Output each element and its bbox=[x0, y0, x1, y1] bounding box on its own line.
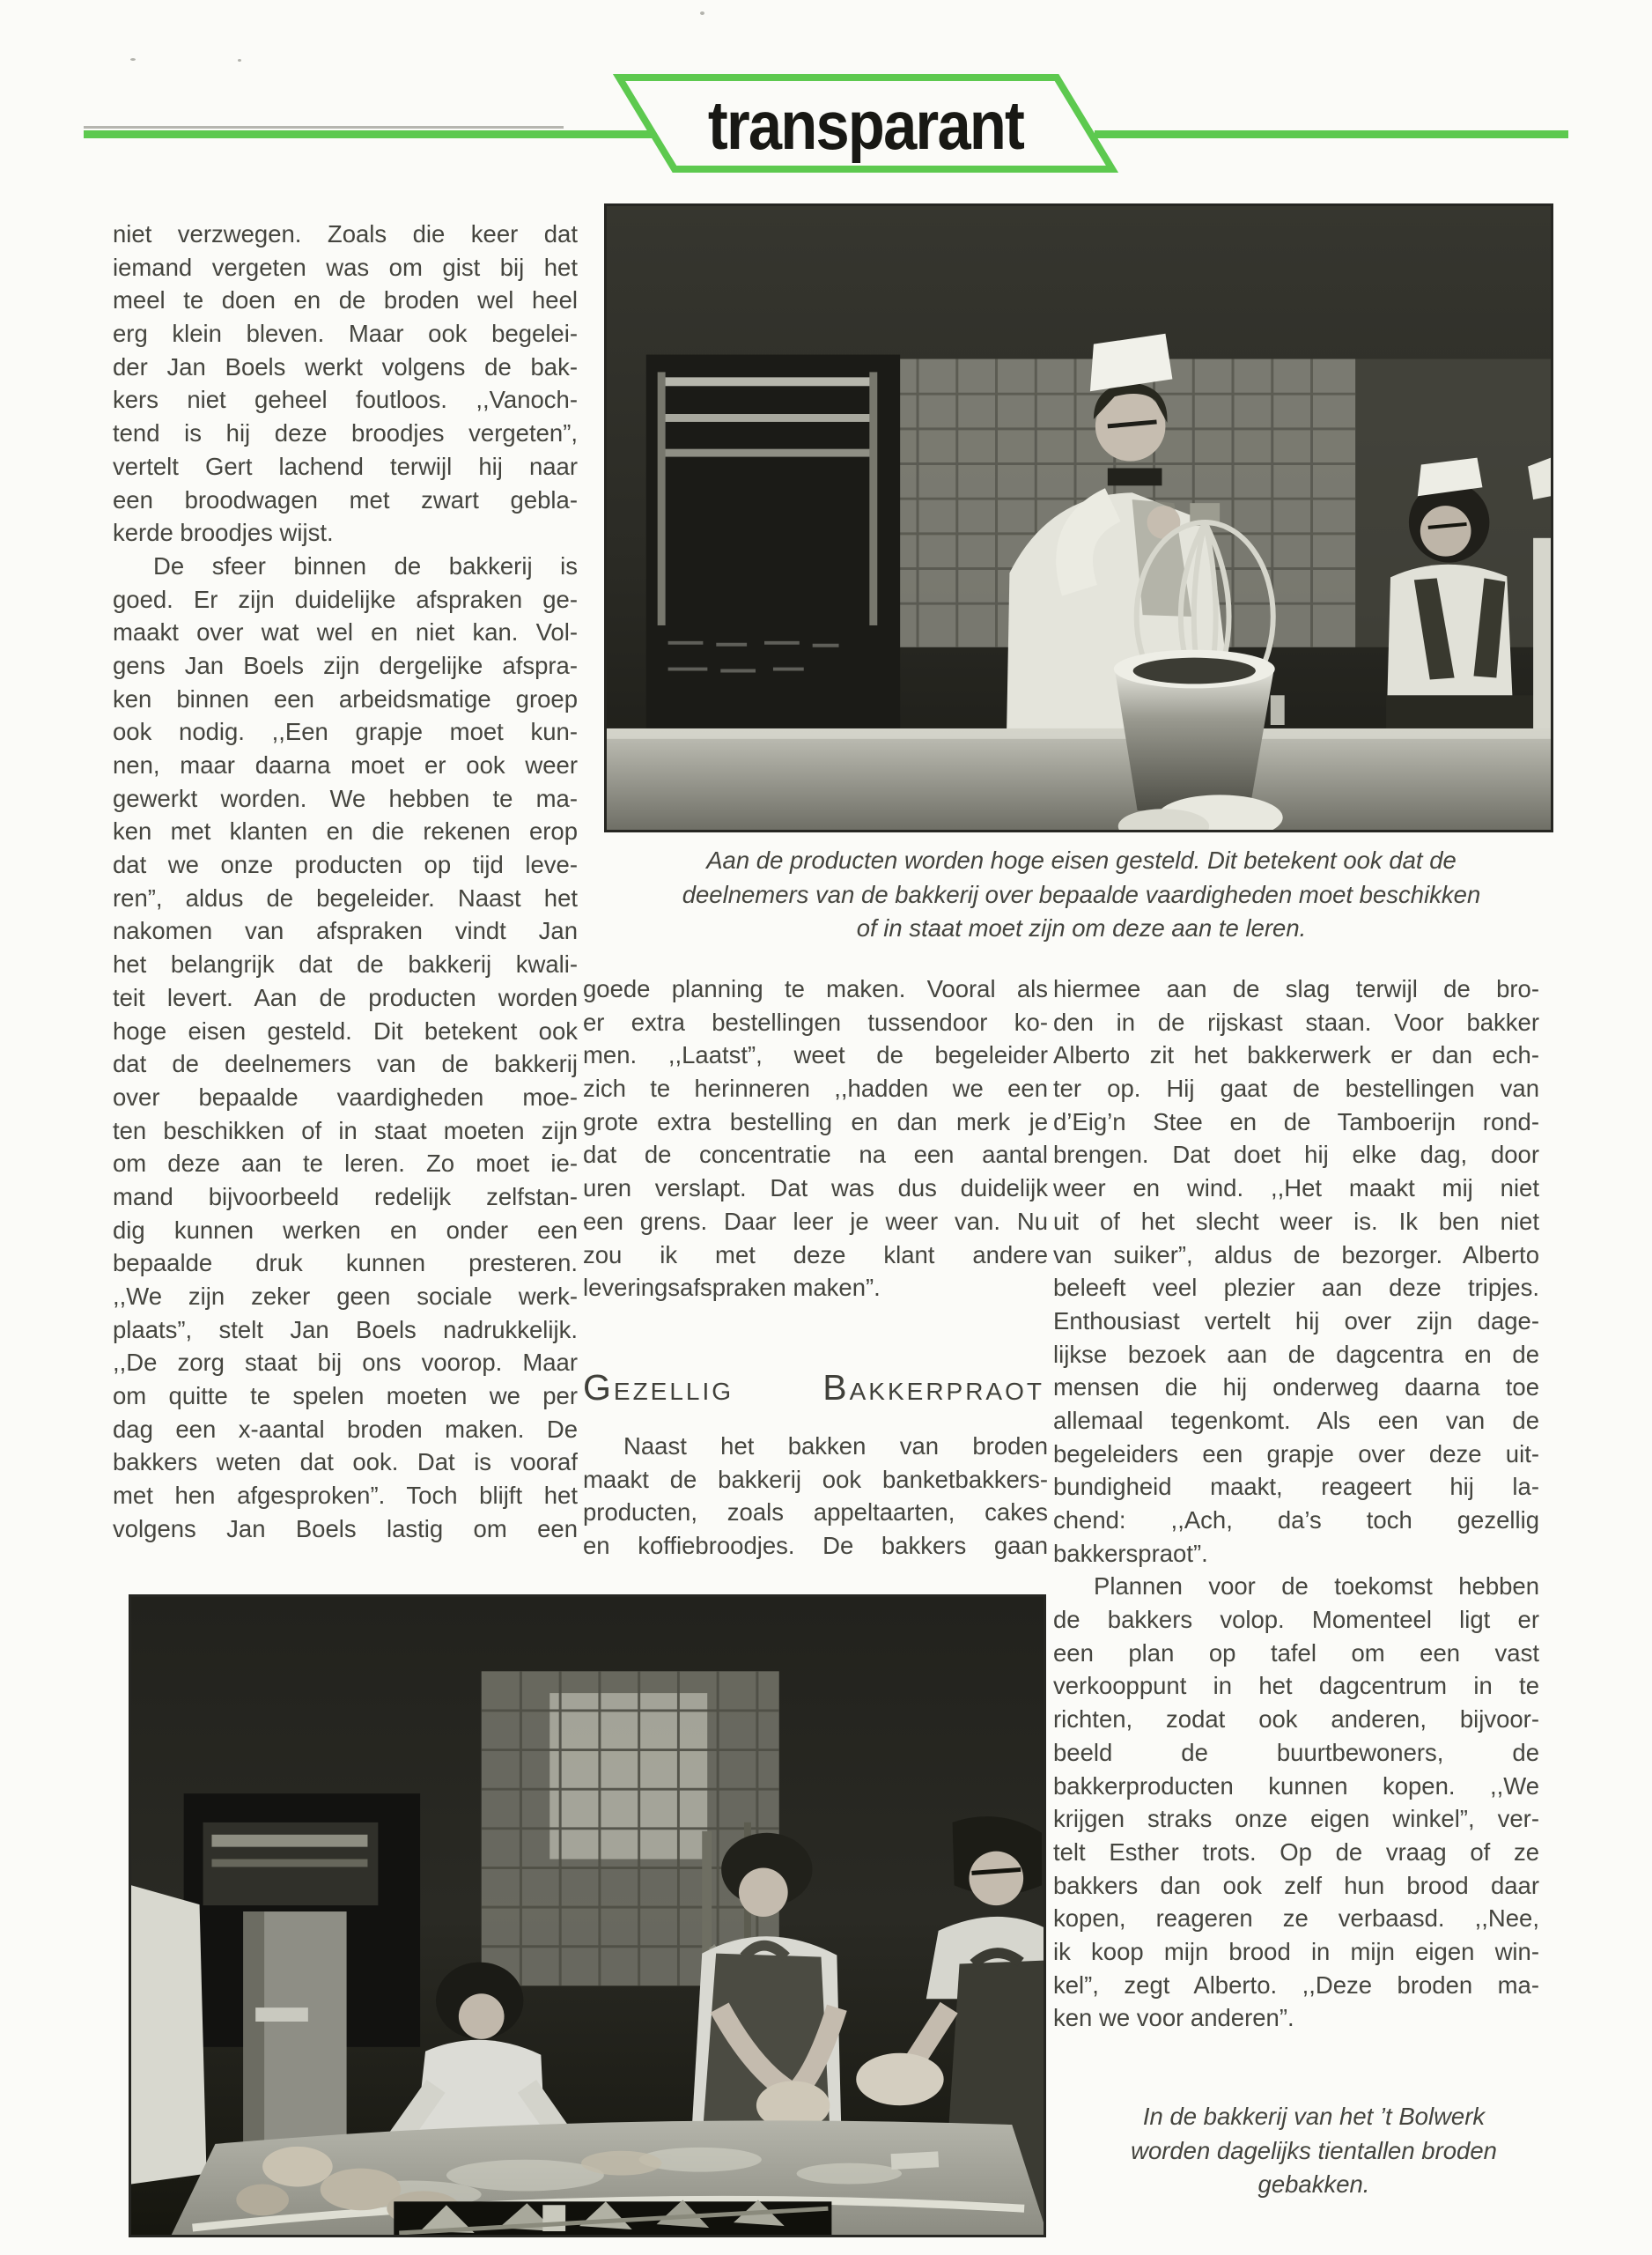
text-line: ten beschikken of in staat moeten zijn bbox=[113, 1116, 578, 1144]
article-column-2-top bbox=[583, 972, 1048, 1305]
text-line: De sfeer binnen de bakkerij is bbox=[153, 551, 578, 580]
section-heading-gezellig-bakkerpraot bbox=[583, 1367, 1044, 1408]
text-line: bepaalde druk kunnen presteren. bbox=[113, 1249, 578, 1277]
bread-trays bbox=[394, 2200, 831, 2235]
text-line: maakt over wat wel en niet kan. Vol- bbox=[113, 618, 578, 647]
text-line: bakkerspraot”. bbox=[1053, 1539, 1208, 1567]
magazine-title: transparant bbox=[707, 85, 1024, 164]
text-line: brengen. Dat doet hij elke dag, door bbox=[1053, 1141, 1539, 1169]
text-line: beeld de buurtbewoners, de bbox=[1053, 1738, 1539, 1766]
text-line: ,,De zorg staat bij ons voorop. Maar bbox=[113, 1349, 578, 1377]
text-line: goede planning te maken. Vooral als bbox=[583, 975, 1048, 1002]
text-line: ter op. Hij gaat de bestellingen van bbox=[1053, 1075, 1539, 1103]
text-line: ken we voor anderen”. bbox=[1053, 2004, 1294, 2032]
text-line: om quitte te spelen moeten we per bbox=[113, 1382, 578, 1410]
text-line: leveringsafspraken maken”. bbox=[583, 1274, 881, 1302]
text-line: van suiker”, aldus de bezorger. Alberto bbox=[1053, 1240, 1539, 1268]
photo2-caption bbox=[1083, 2100, 1545, 2202]
text-line: over bepaalde vaardigheden moe- bbox=[113, 1083, 578, 1111]
text-line: nen, maar daarna moet er ook weer bbox=[113, 751, 578, 779]
text-line: bakkers weten dat ook. Dat is vooraf bbox=[113, 1448, 578, 1476]
photo1-caption bbox=[616, 844, 1546, 946]
steel-table bbox=[607, 728, 1551, 830]
photo-bakery-kneading-art bbox=[131, 1597, 1044, 2235]
text-line: iemand vergeten was om gist bij het bbox=[113, 253, 578, 281]
heading-word-2: BAKKERPRAOT bbox=[822, 1367, 1044, 1408]
photo-bakery-mixer bbox=[604, 203, 1553, 832]
text-line: een grens. Daar leer je weer van. Nu bbox=[583, 1207, 1048, 1235]
steel-rack bbox=[646, 355, 900, 783]
text-line: men. ,,Laatst”, weet de begeleider bbox=[583, 1041, 1048, 1069]
tiled-wall bbox=[482, 1671, 779, 1985]
text-line: kel”, zegt Alberto. ,,Deze broden ma- bbox=[1053, 1970, 1539, 1999]
text-line: hoge eisen gesteld. Dit betekent ook bbox=[113, 1017, 578, 1045]
text-line: weer en wind. ,,Het maakt mij niet bbox=[1053, 1174, 1539, 1202]
text-line: uit of het slecht weer is. Ik ben niet bbox=[1053, 1207, 1539, 1235]
text-line: der Jan Boels werkt volgens de bak- bbox=[113, 352, 578, 381]
article-column-3 bbox=[1053, 972, 1539, 2035]
text-line: plaats”, stelt Jan Boels nadrukkelijk. bbox=[113, 1315, 578, 1343]
text-line: dag een x-aantal broden maken. De bbox=[113, 1415, 578, 1443]
text-line: bakkerproducten kunnen kopen. ,,We bbox=[1053, 1771, 1539, 1800]
text-line: ren”, aldus de begeleider. Naast het bbox=[113, 884, 578, 912]
text-line: een plan op tafel om een vast bbox=[1053, 1638, 1539, 1667]
text-line: bakkers dan ook zelf hun brood daar bbox=[1053, 1871, 1539, 1899]
text-line: den in de rijskast staan. Voor bakker bbox=[1053, 1008, 1539, 1036]
text-line: allemaal tegenkomt. Als een van de bbox=[1053, 1406, 1539, 1434]
text-line: deelnemers van de bakkerij over bepaalde vaardigheden moet beschikken bbox=[682, 880, 1481, 908]
text-line: d’Eig’n Stee en de Tamboerijn rond- bbox=[1053, 1107, 1539, 1135]
text-line: mensen die hij onderweg daarna toe bbox=[1053, 1373, 1539, 1401]
text-line: ook nodig. ,,Een grapje moet kun- bbox=[113, 718, 578, 746]
text-line: maakt de bakkerij ook banketbakkers- bbox=[583, 1465, 1048, 1493]
text-line: worden dagelijks tientallen broden bbox=[1131, 2136, 1497, 2164]
text-line: ken binnen een arbeidsmatige groep bbox=[113, 684, 578, 713]
text-line: bundigheid maakt, reageert hij la- bbox=[1053, 1473, 1539, 1501]
text-line: Enthousiast vertelt hij over zijn dage- bbox=[1053, 1306, 1539, 1335]
text-line: verkooppunt in het dagcentrum in te bbox=[1053, 1672, 1539, 1700]
text-line: dat de concentratie na een aantal bbox=[583, 1141, 1048, 1169]
paper-speck bbox=[130, 58, 136, 61]
paper-speck bbox=[238, 59, 241, 62]
text-line: ik koop mijn brood in mijn eigen win- bbox=[1053, 1937, 1539, 1965]
text-line: telt Esther trots. Op de vraag of ze bbox=[1053, 1837, 1539, 1866]
text-line: richten, zodat ook anderen, bijvoor- bbox=[1053, 1705, 1539, 1734]
article-column-2-bottom bbox=[583, 1430, 1048, 1563]
text-line: teit levert. Aan de producten worden bbox=[113, 983, 578, 1011]
text-line: dat de deelnemers van de bakkerij bbox=[113, 1050, 578, 1078]
text-line: dig kunnen werken en onder een bbox=[113, 1216, 578, 1244]
text-line: gewerkt worden. We hebben te ma- bbox=[113, 784, 578, 812]
text-line: een broodwagen met zwart gebla- bbox=[113, 485, 578, 514]
text-line: kers niet geheel foutloos. ,,Vanoch- bbox=[113, 386, 578, 414]
text-line: er extra bestellingen tussendoor ko- bbox=[583, 1008, 1048, 1036]
text-line: dat we onze producten op tijd leve- bbox=[113, 851, 578, 879]
text-line: lijkse bezoek aan de dagcentra en de bbox=[1053, 1340, 1539, 1368]
text-line: het belangrijk dat de bakkerij kwali- bbox=[113, 950, 578, 979]
text-line: producten, zoals appeltaarten, cakes bbox=[583, 1498, 1048, 1527]
text-line: of in staat moet zijn om deze aan te leren. bbox=[856, 914, 1307, 942]
text-line: vertelt Gert lachend terwijl hij naar bbox=[113, 452, 578, 480]
article-column-1 bbox=[113, 218, 578, 1546]
left-edge-figure bbox=[131, 1885, 207, 2184]
text-line: gens Jan Boels zijn dergelijke afspra- bbox=[113, 651, 578, 679]
text-line: krijgen straks onze eigen winkel”, ver- bbox=[1053, 1805, 1539, 1833]
text-line: mand bijvoorbeeld redelijk zelfstan- bbox=[113, 1182, 578, 1210]
text-line: de bakkers volop. Momenteel ligt er bbox=[1053, 1606, 1539, 1634]
text-line: met hen afgesproken”. Toch blijft het bbox=[113, 1482, 578, 1510]
text-line: nakomen van afspraken vindt Jan bbox=[113, 917, 578, 945]
text-line: volgens Jan Boels lastig om een bbox=[113, 1514, 578, 1542]
text-line: Naast het bakken van broden bbox=[623, 1432, 1048, 1460]
text-line: kerde broodjes wijst. bbox=[113, 519, 334, 547]
text-line: kopen, reageren ze verbaasd. ,,Nee, bbox=[1053, 1904, 1539, 1933]
text-line: niet verzwegen. Zoals die keer dat bbox=[113, 220, 578, 248]
text-line: ,,We zijn zeker geen sociale werk- bbox=[113, 1283, 578, 1310]
text-line: erg klein bleven. Maar ook begelei- bbox=[113, 320, 578, 348]
masthead-thin-rule bbox=[84, 126, 564, 129]
text-line: tend is hij deze broodjes vergeten”, bbox=[113, 419, 578, 447]
text-line: zou ik met deze klant andere bbox=[583, 1240, 1048, 1268]
text-line: beleeft veel plezier aan deze tripjes. bbox=[1053, 1274, 1539, 1302]
text-line: ken met klanten en die rekenen erop bbox=[113, 817, 578, 846]
photo-bakery-kneading bbox=[129, 1594, 1046, 2237]
text-line: meel te doen en de broden wel heel bbox=[113, 286, 578, 314]
paper-speck bbox=[700, 11, 704, 15]
text-line: In de bakkerij van het ’t Bolwerk bbox=[1142, 2103, 1486, 2130]
text-line: zich te herinneren ,,hadden we een bbox=[583, 1075, 1048, 1103]
text-line: en koffiebroodjes. De bakkers gaan bbox=[583, 1532, 1048, 1560]
photo-bakery-mixer-art bbox=[607, 206, 1551, 830]
text-line: uren verslapt. Dat was dus duidelijk bbox=[583, 1174, 1048, 1202]
text-line: Plannen voor de toekomst hebben bbox=[1094, 1572, 1539, 1601]
text-line: om deze aan te leren. Zo moet ie- bbox=[113, 1150, 578, 1178]
text-line: hiermee aan de slag terwijl de bro- bbox=[1053, 975, 1539, 1002]
text-line: grote extra bestelling en dan merk je bbox=[583, 1107, 1048, 1135]
text-line: Alberto zit het bakkerwerk er dan ech- bbox=[1053, 1041, 1539, 1069]
text-line: Aan de producten worden hoge eisen gesteld. Dit betekent ook dat de bbox=[706, 847, 1457, 874]
text-line: chend: ,,Ach, da’s toch gezellig bbox=[1053, 1506, 1539, 1534]
heading-word-1: GEZELLIG bbox=[583, 1367, 734, 1408]
text-line: gebakken. bbox=[1257, 2170, 1370, 2198]
text-line: goed. Er zijn duidelijke afspraken ge- bbox=[113, 585, 578, 613]
text-line: begeleiders een grapje over deze uit- bbox=[1053, 1439, 1539, 1468]
